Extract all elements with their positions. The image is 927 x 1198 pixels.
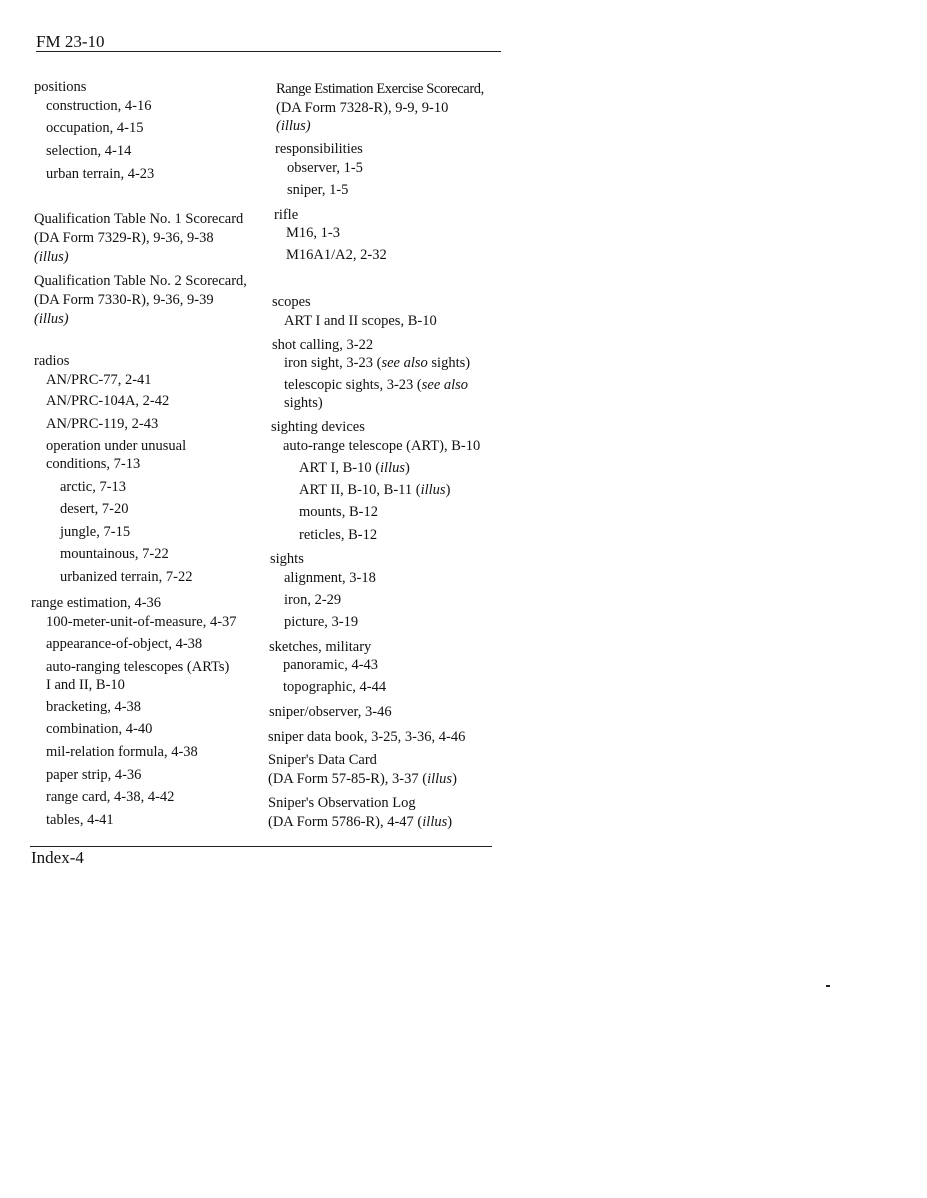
- index-entry-cont: (DA Form 7328-R), 9-9, 9-10: [276, 100, 449, 116]
- index-entry-cont: (illus): [276, 118, 311, 134]
- index-entry: positions: [34, 79, 87, 95]
- index-subentry: selection, 4-14: [46, 143, 132, 159]
- scan-speck: [826, 985, 830, 987]
- index-subentry: panoramic, 4-43: [283, 657, 379, 673]
- index-subentry: appearance-of-object, 4-38: [46, 636, 203, 652]
- index-subsubentry: ART II, B-10, B-11 (illus): [299, 482, 451, 498]
- index-entry: responsibilities: [275, 141, 363, 157]
- index-subentry: observer, 1-5: [287, 160, 363, 176]
- index-subsubentry: jungle, 7-15: [60, 524, 131, 540]
- index-entry: rifle: [274, 207, 299, 223]
- index-entry-cont: (DA Form 5786-R), 4-47 (illus): [268, 814, 453, 830]
- index-subentry: combination, 4-40: [46, 721, 153, 737]
- index-subentry: tables, 4-41: [46, 812, 114, 828]
- index-entry: sniper/observer, 3-46: [269, 704, 392, 720]
- index-subentry: iron, 2-29: [284, 592, 342, 608]
- index-subentry: M16A1/A2, 2-32: [286, 247, 387, 263]
- index-subentry: mil-relation formula, 4-38: [46, 744, 198, 760]
- index-subsubentry: arctic, 7-13: [60, 479, 127, 495]
- index-entry: sketches, military: [269, 639, 372, 655]
- index-subsubentry: reticles, B-12: [299, 527, 378, 543]
- index-entry-cont: (DA Form 7329-R), 9-36, 9-38: [34, 230, 214, 246]
- index-subentry: telescopic sights, 3-23 (see also: [284, 377, 469, 393]
- index-subentry-cont: conditions, 7-13: [46, 456, 141, 472]
- index-subentry: paper strip, 4-36: [46, 767, 142, 783]
- index-subentry: AN/PRC-104A, 2-42: [46, 393, 170, 409]
- index-subentry: iron sight, 3-23 (see also sights): [284, 355, 471, 371]
- index-entry: sighting devices: [271, 419, 365, 435]
- index-subentry: sniper, 1-5: [287, 182, 349, 198]
- index-entry-cont: (DA Form 7330-R), 9-36, 9-39: [34, 292, 214, 308]
- index-subsubentry: mountainous, 7-22: [60, 546, 169, 562]
- index-entry: shot calling, 3-22: [272, 337, 374, 353]
- index-subentry: picture, 3-19: [284, 614, 359, 630]
- index-subentry: bracketing, 4-38: [46, 699, 142, 715]
- index-entry: radios: [34, 353, 70, 369]
- index-entry: Sniper's Data Card: [268, 752, 377, 768]
- index-subentry: alignment, 3-18: [284, 570, 376, 586]
- index-subentry: auto-ranging telescopes (ARTs): [46, 659, 230, 675]
- index-subentry: topographic, 4-44: [283, 679, 387, 695]
- index-entry: Sniper's Observation Log: [268, 795, 416, 811]
- index-subsubentry: ART I, B-10 (illus): [299, 460, 410, 476]
- index-subentry: range card, 4-38, 4-42: [46, 789, 175, 805]
- index-entry-cont: (illus): [34, 249, 69, 265]
- index-entry: Qualification Table No. 1 Scorecard: [34, 211, 244, 227]
- index-entry-cont: (illus): [34, 311, 69, 327]
- index-subsubentry: desert, 7-20: [60, 501, 129, 517]
- index-subentry: operation under unusual: [46, 438, 187, 454]
- index-entry-cont: (DA Form 57-85-R), 3-37 (illus): [268, 771, 457, 787]
- running-header: FM 23-10: [36, 32, 105, 51]
- index-subentry: urban terrain, 4-23: [46, 166, 155, 182]
- index-entry: range estimation, 4-36: [31, 595, 162, 611]
- page-footer: Index-4: [31, 848, 84, 867]
- index-subentry: M16, 1-3: [286, 225, 340, 241]
- index-subentry: AN/PRC-77, 2-41: [46, 372, 152, 388]
- index-subentry: ART I and II scopes, B-10: [284, 313, 437, 329]
- index-subsubentry: mounts, B-12: [299, 504, 378, 520]
- index-subentry-cont: I and II, B-10: [46, 677, 125, 693]
- index-subentry: AN/PRC-119, 2-43: [46, 416, 159, 432]
- index-subentry-cont: sights): [284, 395, 323, 411]
- index-subentry: occupation, 4-15: [46, 120, 144, 136]
- index-subentry: construction, 4-16: [46, 98, 152, 114]
- header-rule: [36, 51, 501, 52]
- index-subsubentry: urbanized terrain, 7-22: [60, 569, 193, 585]
- index-entry: sights: [270, 551, 304, 567]
- index-entry: scopes: [272, 294, 311, 310]
- index-subentry: auto-range telescope (ART), B-10: [283, 438, 481, 454]
- index-entry: Range Estimation Exercise Scorecard,: [276, 81, 484, 97]
- index-subentry: 100-meter-unit-of-measure, 4-37: [46, 614, 237, 630]
- index-entry: Qualification Table No. 2 Scorecard,: [34, 273, 247, 289]
- footer-rule: [30, 846, 492, 847]
- index-entry: sniper data book, 3-25, 3-36, 4-46: [268, 729, 466, 745]
